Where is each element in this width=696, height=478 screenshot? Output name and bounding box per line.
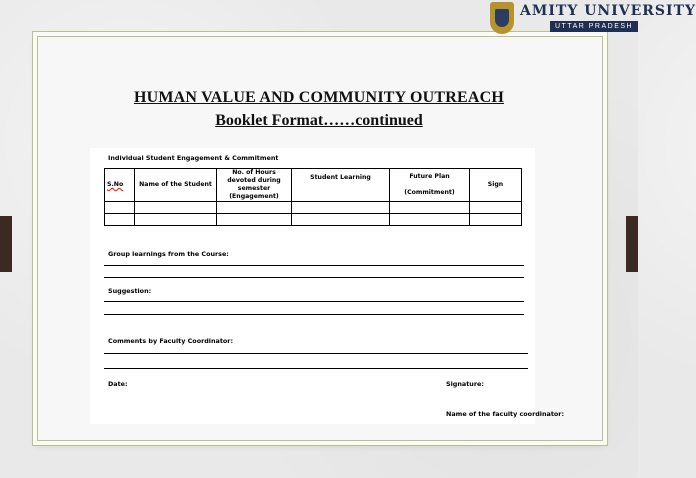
header-hours: No. of Hours devoted during semester (Engagement) bbox=[217, 169, 292, 202]
header-sign: Sign bbox=[470, 169, 522, 202]
section-title: Individual Student Engagement & Commitment bbox=[108, 154, 279, 162]
slide-subtitle: Booklet Format……continued bbox=[215, 112, 423, 129]
right-edge-tab bbox=[626, 216, 638, 272]
suggestion-label: Suggestion: bbox=[108, 287, 152, 295]
write-line bbox=[104, 368, 528, 369]
header-name: Name of the Student bbox=[135, 169, 217, 202]
write-line bbox=[104, 301, 524, 302]
header-learning: Student Learning bbox=[292, 169, 390, 202]
logo-name: AMITY UNIVERSITY bbox=[520, 3, 696, 19]
table-header-row bbox=[105, 169, 522, 202]
booklet-form bbox=[90, 148, 565, 424]
left-edge-tab bbox=[0, 216, 12, 272]
engagement-table bbox=[104, 168, 522, 226]
group-learnings-label: Group learnings from the Course: bbox=[108, 250, 229, 258]
faculty-name-label: Name of the faculty coordinator: bbox=[446, 410, 565, 418]
header-sno: S.No bbox=[105, 169, 135, 202]
comments-label: Comments by Faculty Coordinator: bbox=[108, 337, 234, 345]
date-label: Date: bbox=[108, 380, 128, 388]
write-line bbox=[104, 314, 524, 315]
shield-icon bbox=[490, 2, 514, 34]
slide-title: HUMAN VALUE AND COMMUNITY OUTREACH bbox=[133, 89, 505, 106]
logo-subtitle: UTTAR PRADESH bbox=[550, 21, 638, 32]
header-future: Future Plan (Commitment) bbox=[390, 169, 470, 202]
write-line bbox=[104, 265, 524, 266]
table-row bbox=[105, 202, 522, 214]
table-row bbox=[105, 214, 522, 226]
signature-label: Signature: bbox=[446, 380, 484, 388]
write-line bbox=[104, 277, 524, 278]
write-line bbox=[104, 353, 528, 354]
amity-logo bbox=[488, 2, 696, 36]
